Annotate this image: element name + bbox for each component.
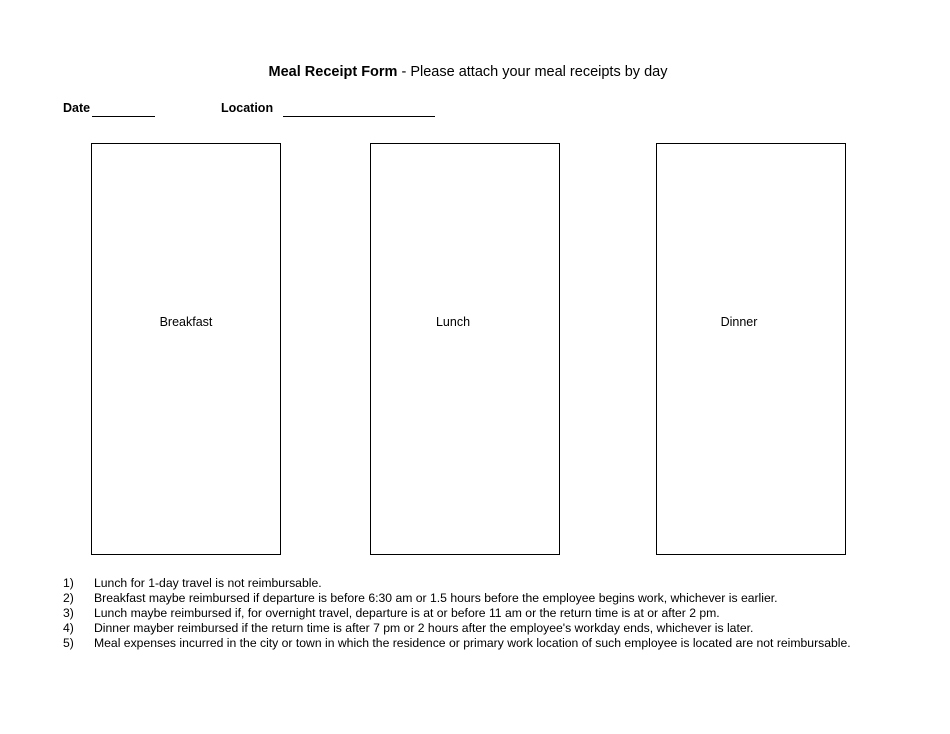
note-item [63,606,851,621]
location-label: Location [221,101,274,115]
note-text: Lunch maybe reimbursed if, for overnight travel, departure is at or before 11 am or the return time is at or after 2 pm. [94,605,720,620]
note-number: 3) [63,605,74,620]
note-item [63,576,851,591]
form-title-subtitle: - Please attach your meal receipts by day [397,64,668,80]
form-title [0,64,936,80]
breakfast-label: Breakfast [159,315,213,329]
reimbursement-notes [63,576,851,651]
note-number: 4) [63,620,74,635]
note-text: Lunch for 1-day travel is not reimbursable. [94,576,322,590]
form-title-bold: Meal Receipt Form [268,64,398,80]
note-item [63,621,851,636]
note-text: Breakfast maybe reimbursed if departure is before 6:30 am or 1.5 hours before the employee begins work, whichever is earlier. [94,590,778,605]
dinner-label: Dinner [720,315,758,329]
breakfast-receipt-box[interactable] [91,143,281,555]
note-item [63,591,851,606]
note-item [63,636,851,651]
note-text: Dinner mayber reimbursed if the return time is after 7 pm or 2 hours after the employee's workday ends, whichever is later. [94,620,754,635]
note-number: 1) [63,576,74,590]
lunch-receipt-box[interactable] [370,143,560,555]
dinner-receipt-box[interactable] [656,143,846,555]
note-number: 2) [63,590,74,605]
date-label: Date [63,101,91,115]
lunch-label: Lunch [435,315,471,329]
note-number: 5) [63,635,74,650]
note-text: Meal expenses incurred in the city or town in which the residence or primary work location of such employee is located are not reimbursable. [94,635,851,650]
date-field[interactable] [92,116,155,117]
location-field[interactable] [283,116,435,117]
